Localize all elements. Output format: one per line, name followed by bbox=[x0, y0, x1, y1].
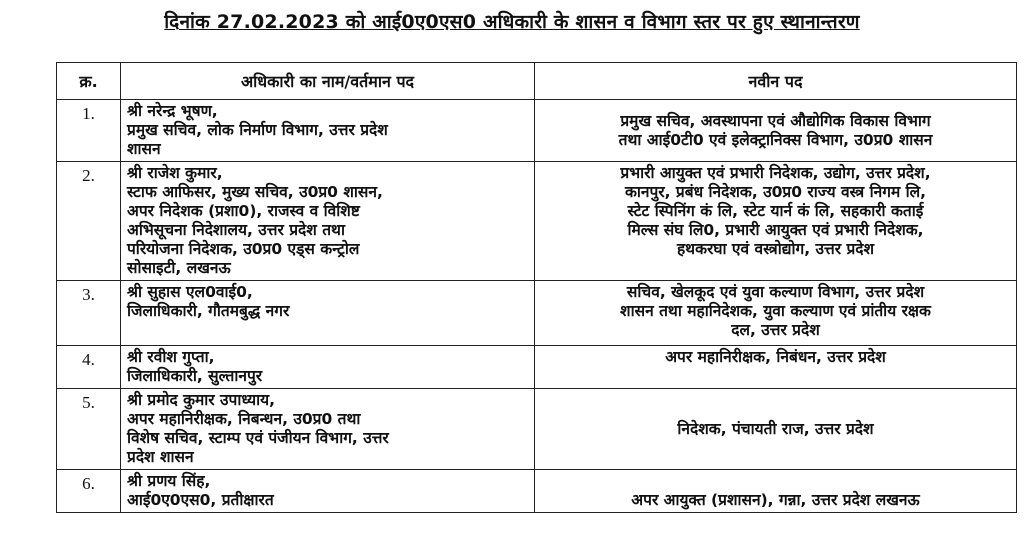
officer-line: सोसाइटी, लखनऊ bbox=[127, 259, 231, 277]
officer-line: परियोजना निदेशक, उ0प्र0 एड्स कन्ट्रोल bbox=[127, 240, 360, 258]
officer-cell bbox=[121, 389, 535, 470]
new-post-line: तथा आई0टी0 एवं इलेक्ट्रानिक्स विभाग, उ0प्र0 शासन bbox=[618, 130, 933, 149]
table-row bbox=[57, 389, 1017, 470]
new-post-cell bbox=[535, 389, 1017, 470]
new-post-line: सचिव, खेलकूद एवं युवा कल्याण विभाग, उत्तर प्रदेश bbox=[626, 283, 925, 301]
new-post-cell bbox=[535, 281, 1017, 346]
officer-cell bbox=[121, 346, 535, 389]
row-serial: 4. bbox=[57, 346, 121, 389]
officer-line: प्रदेश शासन bbox=[127, 448, 194, 466]
new-post-line: दल, उत्तर प्रदेश bbox=[731, 321, 820, 339]
officer-line: शासन bbox=[127, 140, 161, 158]
officer-line: जिलाधिकारी, गौतमबुद्ध नगर bbox=[127, 302, 290, 320]
row-serial: 5. bbox=[57, 389, 121, 470]
table-row bbox=[57, 162, 1017, 281]
officer-line: श्री सुहास एल0वाई0, bbox=[127, 283, 253, 301]
officer-line: आई0ए0एस0, प्रतीक्षारत bbox=[127, 491, 274, 509]
officer-cell bbox=[121, 470, 535, 513]
new-post-line: निदेशक, पंचायती राज, उत्तर प्रदेश bbox=[677, 419, 874, 438]
header-new-post: नवीन पद bbox=[535, 63, 1017, 100]
new-post-line: प्रमुख सचिव, अवस्थापना एवं औद्योगिक विकास विभाग bbox=[620, 111, 931, 130]
transfer-table bbox=[56, 62, 1017, 513]
new-post-line: स्टेट स्पिनिंग कं लि, स्टेट यार्न कं लि, सहकारी कताई bbox=[627, 202, 924, 220]
new-post-line: कानपुर, प्रबंध निदेशक, उ0प्र0 राज्य वस्त्र निगम लि, bbox=[624, 183, 927, 201]
new-post-line: अपर महानिरीक्षक, निबंधन, उत्तर प्रदेश bbox=[665, 348, 886, 366]
officer-line: श्री नरेन्द्र भूषण, bbox=[127, 102, 218, 120]
new-post-cell bbox=[535, 346, 1017, 389]
new-post-line: मिल्स संघ लि0, प्रभारी आयुक्त एवं प्रभारी निदेशक, bbox=[627, 221, 924, 239]
header-officer: अधिकारी का नाम/वर्तमान पद bbox=[121, 63, 535, 100]
officer-cell bbox=[121, 162, 535, 281]
officer-cell bbox=[121, 100, 535, 162]
officer-line: अभिसूचना निदेशालय, उत्तर प्रदेश तथा bbox=[127, 221, 345, 239]
officer-line: प्रमुख सचिव, लोक निर्माण विभाग, उत्तर प्रदेश bbox=[127, 121, 388, 139]
officer-line: श्री रवीश गुप्ता, bbox=[127, 348, 215, 366]
table-header-row bbox=[57, 63, 1017, 100]
new-post-cell bbox=[535, 162, 1017, 281]
new-post-line: अपर आयुक्त (प्रशासन), गन्ना, उत्तर प्रदेश लखनऊ bbox=[631, 491, 920, 509]
document-title: दिनांक 27.02.2023 को आई0ए0एस0 अधिकारी के शासन व विभाग स्तर पर हुए स्थानान्तरण bbox=[164, 11, 860, 33]
row-serial: 2. bbox=[57, 162, 121, 281]
new-post-line: प्रभारी आयुक्त एवं प्रभारी निदेशक, उद्योग, उत्तर प्रदेश, bbox=[620, 164, 931, 182]
table-row bbox=[57, 346, 1017, 389]
officer-line: श्री प्रणय सिंह, bbox=[127, 472, 211, 490]
header-serial: क्र. bbox=[57, 63, 121, 100]
new-post-cell bbox=[535, 470, 1017, 513]
officer-cell bbox=[121, 281, 535, 346]
table-row bbox=[57, 281, 1017, 346]
officer-line: अपर निदेशक (प्रशा0), राजस्व व विशिष्ट bbox=[127, 202, 360, 220]
row-serial: 6. bbox=[57, 470, 121, 513]
row-serial: 1. bbox=[57, 100, 121, 162]
officer-line: विशेष सचिव, स्टाम्प एवं पंजीयन विभाग, उत्तर bbox=[127, 429, 389, 447]
table-row bbox=[57, 100, 1017, 162]
officer-line: श्री प्रमोद कुमार उपाध्याय, bbox=[127, 391, 276, 409]
new-post-cell bbox=[535, 100, 1017, 162]
officer-line: स्टाफ आफिसर, मुख्य सचिव, उ0प्र0 शासन, bbox=[127, 183, 383, 201]
officer-line: श्री राजेश कुमार, bbox=[127, 164, 223, 182]
officer-line: जिलाधिकारी, सुल्तानपुर bbox=[127, 367, 263, 385]
new-post-line: शासन तथा महानिदेशक, युवा कल्याण एवं प्रांतीय रक्षक bbox=[620, 302, 931, 320]
table-row bbox=[57, 470, 1017, 513]
row-serial: 3. bbox=[57, 281, 121, 346]
new-post-line: हथकरघा एवं वस्त्रोद्योग, उत्तर प्रदेश bbox=[676, 240, 875, 258]
officer-line: अपर महानिरीक्षक, निबन्धन, उ0प्र0 तथा bbox=[127, 410, 361, 428]
